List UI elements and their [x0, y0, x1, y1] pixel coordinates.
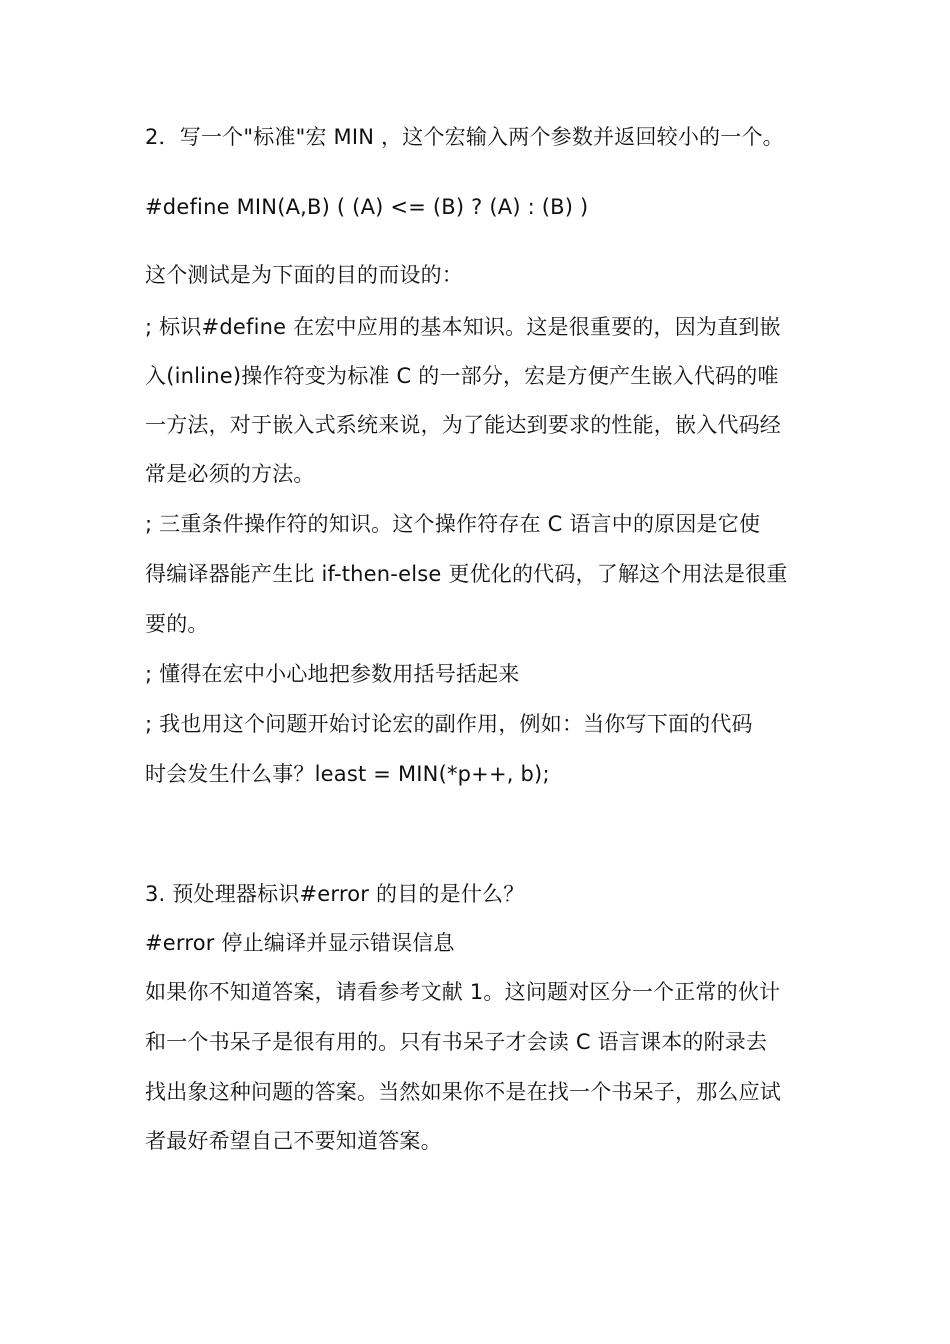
bullet-2-line-3: 要的。 [145, 612, 209, 636]
bullet-4-line-1: ; 我也用这个问题开始讨论宏的副作用，例如：当你写下面的代码 [145, 712, 753, 736]
bullet-2-line-1: ; 三重条件操作符的知识。这个操作符存在 C 语言中的原因是它使 [145, 512, 761, 536]
q3-paragraph-line-2: 和一个书呆子是很有用的。只有书呆子才会读 C 语言课本的附录去 [145, 1030, 768, 1054]
bullet-4-line-2: 时会发生什么事？least = MIN(*p++, b); [145, 762, 550, 786]
macro-definition-code: #define MIN(A,B) ( (A) <= (B) ? (A) : (B) ) [145, 195, 589, 219]
q3-paragraph-line-1: 如果你不知道答案，请看参考文献 1。这问题对区分一个正常的伙计 [145, 980, 781, 1004]
bullet-1-line-1: ; 标识#define 在宏中应用的基本知识。这是很重要的，因为直到嵌 [145, 315, 781, 339]
bullet-3-line-1: ; 懂得在宏中小心地把参数用括号括起来 [145, 662, 520, 686]
q3-paragraph-line-4: 者最好希望自己不要知道答案。 [145, 1129, 442, 1153]
test-purpose-intro: 这个测试是为下面的目的而设的： [145, 263, 463, 287]
question-2-title: 2．写一个"标准"宏 MIN ，这个宏输入两个参数并返回较小的一个。 [145, 125, 784, 149]
bullet-1-line-3: 一方法，对于嵌入式系统来说，为了能达到要求的性能，嵌入代码经 [145, 413, 781, 437]
bullet-1-line-2: 入(inline)操作符变为标准 C 的一部分，宏是方便产生嵌入代码的唯 [145, 364, 779, 388]
question-3-answer: #error 停止编译并显示错误信息 [145, 931, 455, 955]
question-3-title: 3. 预处理器标识#error 的目的是什么？ [145, 882, 525, 906]
q3-paragraph-line-3: 找出象这种问题的答案。当然如果你不是在找一个书呆子，那么应试 [145, 1080, 781, 1104]
bullet-2-line-2: 得编译器能产生比 if-then-else 更优化的代码，了解这个用法是很重 [145, 562, 788, 586]
bullet-1-line-4: 常是必须的方法。 [145, 462, 315, 486]
